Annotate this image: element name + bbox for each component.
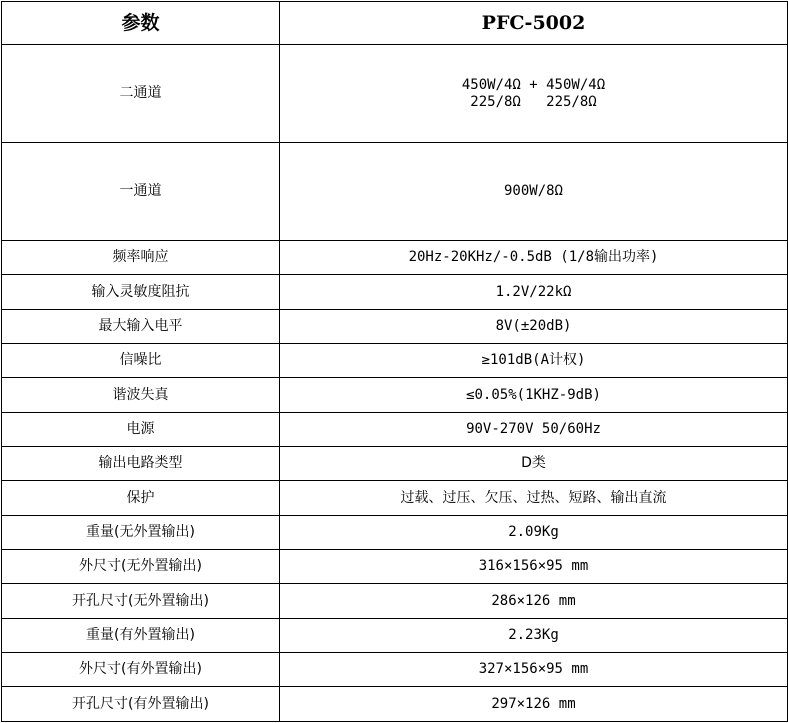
header-row [2, 2, 788, 45]
value-line: 450W/4Ω + 450W/4Ω [461, 76, 606, 93]
param-value: D类 [280, 447, 788, 481]
table-row [2, 275, 788, 309]
param-label: 外尺寸(有外置输出) [2, 653, 280, 687]
param-value: 327×156×95 mm [280, 653, 788, 687]
table-row [2, 481, 788, 515]
table-row [2, 378, 788, 412]
value-line: 225/8Ω 225/8Ω [470, 93, 597, 110]
param-value: ≥101dB(A计权) [280, 344, 788, 378]
table-row [2, 515, 788, 549]
param-label: 开孔尺寸(有外置输出) [2, 687, 280, 722]
param-value: 过载、过压、欠压、过热、短路、输出直流 [280, 481, 788, 515]
param-value: 286×126 mm [280, 584, 788, 618]
param-value [280, 45, 788, 143]
table-row [2, 412, 788, 446]
param-header: 参数 [2, 2, 280, 45]
table-row [2, 618, 788, 652]
param-label: 重量(无外置输出) [2, 515, 280, 549]
param-label: 开孔尺寸(无外置输出) [2, 584, 280, 618]
table-row [2, 653, 788, 687]
param-label: 谐波失真 [2, 378, 280, 412]
param-value: 316×156×95 mm [280, 550, 788, 584]
table-row [2, 344, 788, 378]
param-value: 90V-270V 50/60Hz [280, 412, 788, 446]
table-row [2, 550, 788, 584]
param-label: 电源 [2, 412, 280, 446]
param-label: 输出电路类型 [2, 447, 280, 481]
model-header: PFC-5002 [280, 2, 788, 45]
param-label: 频率响应 [2, 241, 280, 275]
param-value: ≤0.05%(1KHZ-9dB) [280, 378, 788, 412]
param-value: 2.09Kg [280, 515, 788, 549]
param-label: 二通道 [2, 45, 280, 143]
param-value: 2.23Kg [280, 618, 788, 652]
param-label: 外尺寸(无外置输出) [2, 550, 280, 584]
table-row [2, 687, 788, 722]
param-value: 1.2V/22kΩ [280, 275, 788, 309]
param-label: 输入灵敏度阻抗 [2, 275, 280, 309]
param-value: 297×126 mm [280, 687, 788, 722]
param-label: 保护 [2, 481, 280, 515]
table-row [2, 447, 788, 481]
table-row [2, 143, 788, 241]
table-row [2, 584, 788, 618]
param-label: 信噪比 [2, 344, 280, 378]
spec-table [1, 1, 788, 722]
param-label: 一通道 [2, 143, 280, 241]
param-value: 8V(±20dB) [280, 309, 788, 343]
param-label: 重量(有外置输出) [2, 618, 280, 652]
param-value: 900W/8Ω [280, 143, 788, 241]
param-value: 20Hz-20KHz/-0.5dB (1/8输出功率) [280, 241, 788, 275]
param-label: 最大输入电平 [2, 309, 280, 343]
table-row [2, 241, 788, 275]
table-row [2, 45, 788, 143]
table-row [2, 309, 788, 343]
